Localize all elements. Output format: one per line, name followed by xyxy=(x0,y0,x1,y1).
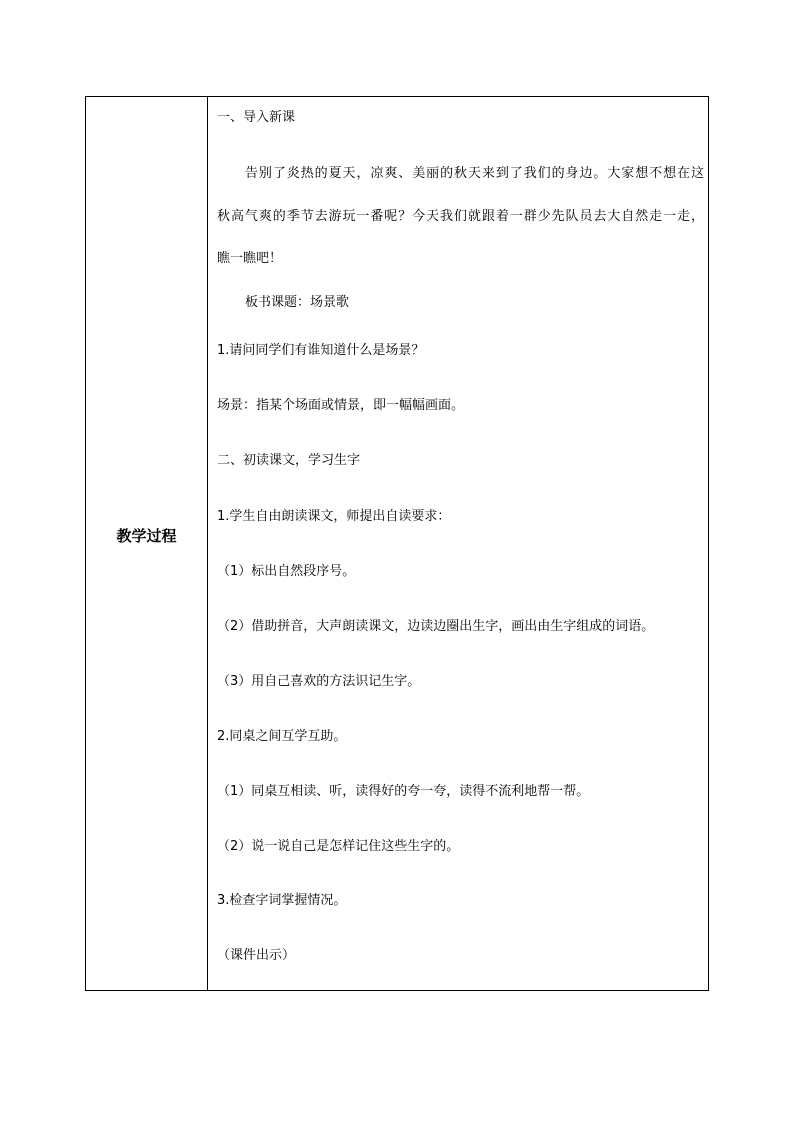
list-item: （2）借助拼音，大声朗读课文，边读边圈出生字，画出由生字组成的词语。 xyxy=(217,619,655,634)
courseware-note: （课件出示） xyxy=(217,948,296,963)
definition-line: 场景：指某个场面或情景，即一幅幅画面。 xyxy=(217,398,465,413)
section-heading-intro: 一、导入新课 xyxy=(217,110,296,125)
row-label-teaching-process: 教学过程 xyxy=(116,527,177,545)
row-label-cell xyxy=(86,97,208,990)
content-cell xyxy=(208,97,708,990)
list-item: （1）标出自然段序号。 xyxy=(217,564,356,579)
list-item: （1）同桌互相读、听，读得好的夸一夸，读得不流利地帮一帮。 xyxy=(217,784,590,799)
paragraph-line: 瞧一瞧吧！ xyxy=(217,251,283,266)
list-item: （3）用自己喜欢的方法识记生字。 xyxy=(217,674,421,689)
question-line: 1.请问同学们有谁知道什么是场景？ xyxy=(217,343,425,358)
paragraph-line: 告别了炎热的夏天，凉爽、美丽的秋天来到了我们的身边。大家想不想在这 xyxy=(245,166,704,181)
list-item: （2）说一说自己是怎样记住这些生字的。 xyxy=(217,839,460,854)
lesson-plan-table xyxy=(85,96,709,991)
section-heading-reading: 二、初读课文，学习生字 xyxy=(217,453,361,468)
list-item: 1.学生自由朗读课文，师提出自读要求： xyxy=(217,509,451,524)
paragraph-line: 秋高气爽的季节去游玩一番呢？今天我们就跟着一群少先队员去大自然走一走， xyxy=(217,209,704,224)
list-item: 3.检查字词掌握情况。 xyxy=(217,893,347,908)
board-title-line: 板书课题：场景歌 xyxy=(245,295,350,310)
list-item: 2.同桌之间互学互助。 xyxy=(217,729,347,744)
